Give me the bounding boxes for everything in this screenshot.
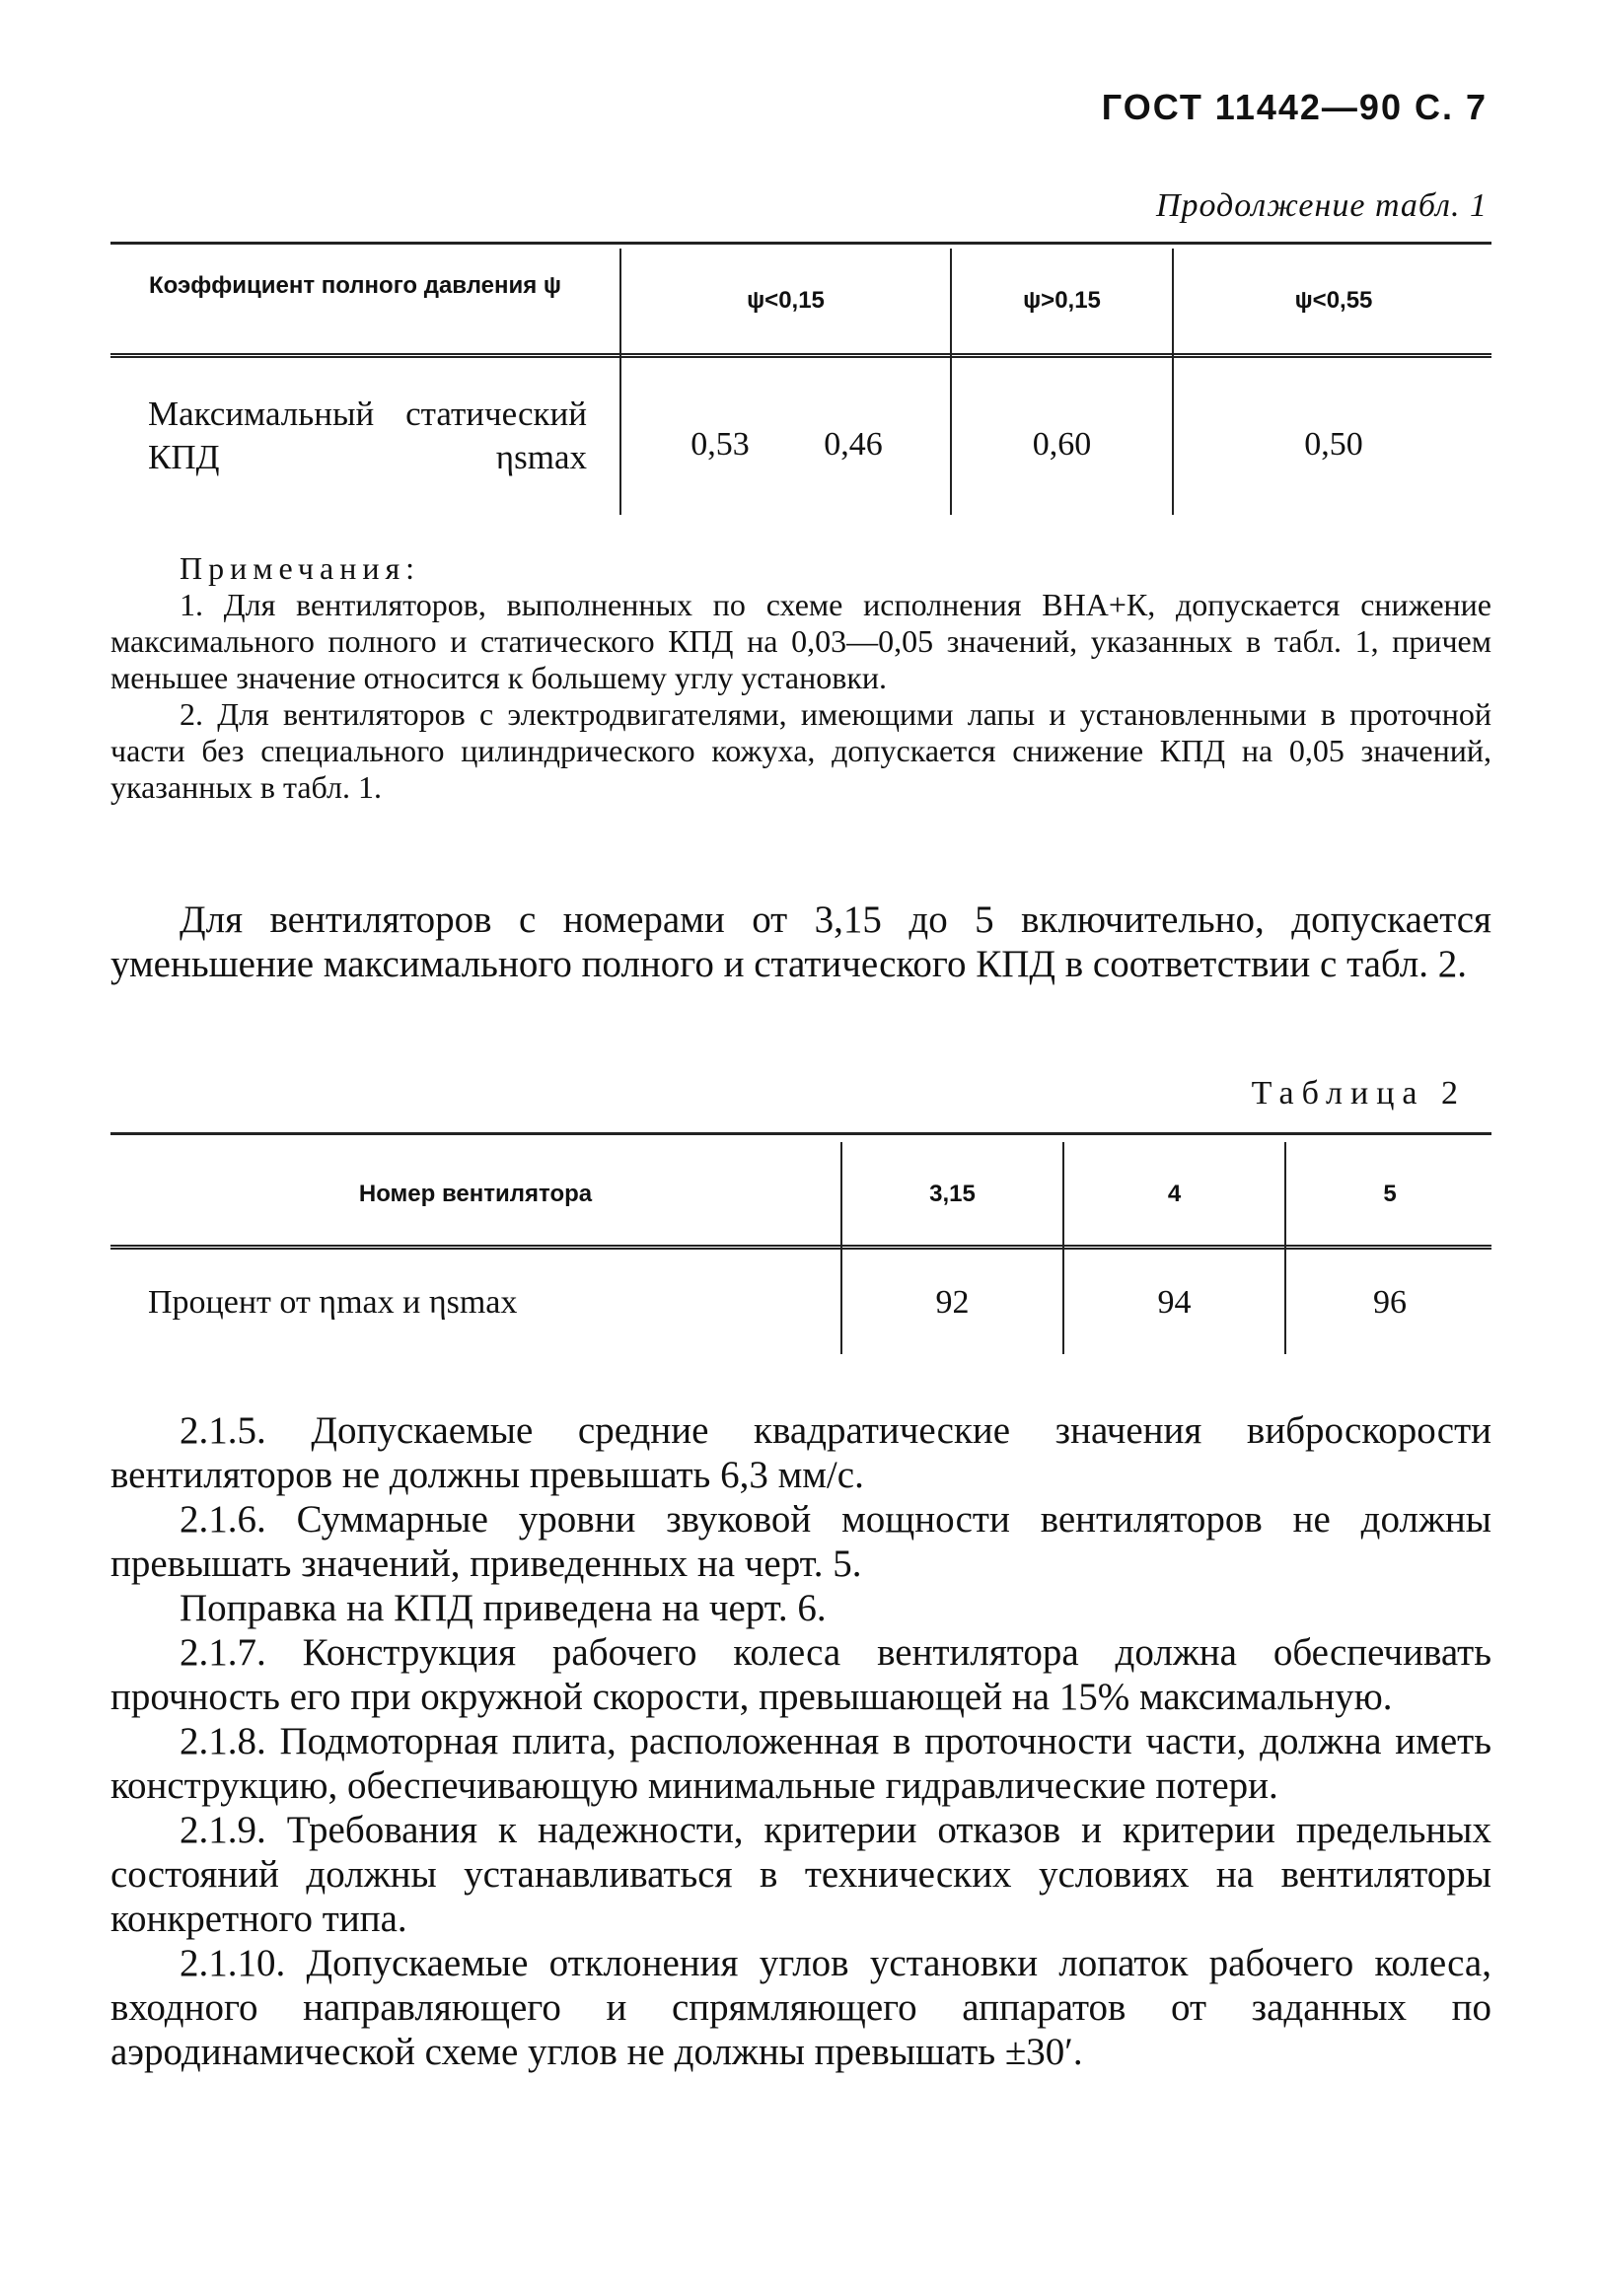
table1-header-param: Коэффициент полного давления ψ: [148, 272, 562, 299]
table2-caption: Таблица 2: [1251, 1075, 1466, 1112]
table2-header-number: Номер вентилятора: [358, 1181, 593, 1207]
paragraph-2-1-5: 2.1.5. Допускаемые средние квадратические значения виброскорости вентиляторов не должны превышать 6,3 мм/с.: [110, 1409, 1491, 1496]
page-header: ГОСТ 11442—90 С. 7: [1101, 87, 1488, 127]
paragraph-2-1-7: 2.1.7. Конструкция рабочего колеса вентилятора должна обеспечивать прочность его при окружной скорости, превышающей на 15% максимальную.: [110, 1631, 1491, 1718]
paragraph-2-1-9: 2.1.9. Требования к надежности, критерии отказов и критерии предельных состояний должны устанавливаться в технических условиях на вентиляторы конкретного типа.: [110, 1809, 1491, 1940]
note-item: 2. Для вентиляторов с электродвигателями, имеющими лапы и установленными в проточной части без специального цилиндрического кожуха, допускается снижение КПД на 0,05 значений, указанных в табл. 1.: [110, 696, 1491, 805]
table2-header-3-15: 3,15: [929, 1181, 976, 1207]
paragraph-correction: Поправка на КПД приведена на черт. 6.: [180, 1587, 827, 1629]
table1-value: 0,46: [824, 426, 883, 463]
table1-value: 0,60: [1032, 426, 1092, 463]
table2-value: 96: [1373, 1284, 1407, 1321]
table1-header-psi-lt-055: ψ<0,55: [1294, 287, 1373, 314]
body-paragraphs: [110, 1408, 1491, 2074]
paragraph-2-1-6: 2.1.6. Суммарные уровни звуковой мощности вентиляторов не должны превышать значений, приведенных на черт. 5.: [110, 1498, 1491, 1585]
table2-row-label: Процент от ηmax и ηsmax: [148, 1284, 518, 1321]
table1-divider: [950, 249, 952, 515]
note-item: 1. Для вентиляторов, выполненных по схеме исполнения ВНА+К, допускается снижение максимального полного и статического КПД на 0,03—0,05 значений, указанных в табл. 1, причем меньшее значение относится к большему углу установки.: [110, 587, 1491, 695]
table1-header-psi-gt-015: ψ>0,15: [1023, 287, 1101, 314]
table2-divider: [840, 1142, 842, 1354]
table1-caption: Продолжение табл. 1: [1155, 187, 1488, 224]
table1-value: 0,50: [1304, 426, 1363, 463]
paragraph-2-1-10: 2.1.10. Допускаемые отклонения углов установки лопаток рабочего колеса, входного направляющего и спрямляющего аппаратов от заданных по аэродинамической схеме углов не должны превышать ±30′.: [110, 1942, 1491, 2073]
table1-row-label: Максимальный статический КПД ηsmax: [148, 395, 587, 476]
table2-value: 94: [1157, 1284, 1192, 1321]
intro-paragraph: Для вентиляторов с номерами от 3,15 до 5 включительно, допускается уменьшение максимального полного и статического КПД в соответствии с табл. 2.: [110, 898, 1491, 985]
table1-top-rule: [110, 242, 1491, 245]
table1-header-psi-lt-015: ψ<0,15: [747, 287, 825, 314]
table1-value: 0,53: [690, 426, 750, 463]
table2-top-rule: [110, 1132, 1491, 1135]
table1-divider: [1172, 249, 1174, 515]
table2-value: 92: [935, 1284, 970, 1321]
table2-divider: [1284, 1142, 1286, 1354]
paragraph-2-1-8: 2.1.8. Подмоторная плита, расположенная в проточности части, должна иметь конструкцию, обеспечивающую минимальные гидравлические потери.: [110, 1720, 1491, 1807]
table2-header-4: 4: [1167, 1181, 1182, 1207]
table2-header-5: 5: [1383, 1181, 1397, 1207]
intro-section: [110, 897, 1491, 986]
table2-divider: [1062, 1142, 1064, 1354]
table1-header-rule: [110, 353, 1491, 358]
notes-title: Примечания:: [180, 550, 421, 586]
notes: [110, 550, 1491, 806]
table1-divider: [619, 249, 621, 515]
